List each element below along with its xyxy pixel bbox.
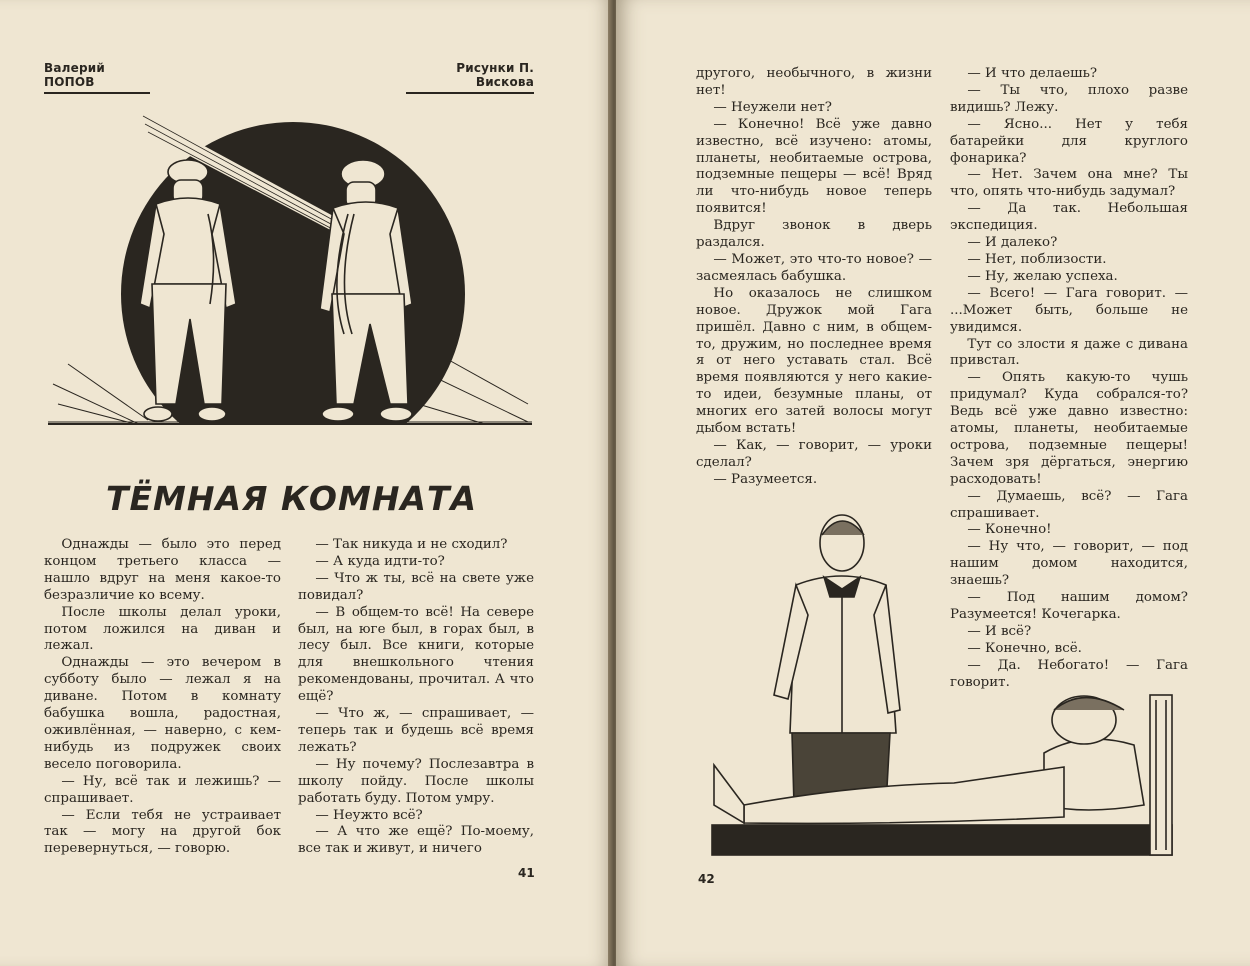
paragraph: — А что же ещё? По-моему, все так и живут, и ничего: [298, 824, 534, 857]
paragraph: Однажды — было это перед концом третьего класса — нашло вдруг на меня какое-то безразличие ко всему.: [44, 537, 281, 603]
paragraph: — Всего! — Гага говорит. — ...Может быть, больше не увидимся.: [950, 285, 1188, 335]
page-number-left: 41: [518, 866, 535, 880]
paragraph: — Да так. Небольшая экспедиция.: [950, 201, 1188, 234]
paragraph: — И что делаешь?: [967, 66, 1098, 81]
paragraph: — Ну, всё так и лежишь? — спрашивает.: [44, 773, 281, 806]
paragraph: Тут со злости я даже с дивана привстал.: [950, 336, 1188, 369]
paragraph: — Неужто всё?: [315, 807, 423, 823]
paragraph: — Думаешь, всё? — Гага спрашивает.: [950, 488, 1188, 521]
story-title: ТЁМНАЯ КОМНАТА: [106, 479, 478, 518]
paragraph: — Ну что, — говорит, — под нашим домом находится, знаешь?: [950, 539, 1188, 589]
left-col-1: [44, 537, 281, 858]
paragraph: — А куда идти-то?: [315, 553, 445, 569]
paragraph: — Что ж ты, всё на свете уже повидал?: [298, 570, 534, 603]
author-header: Валерий ПОПОВ: [44, 61, 150, 94]
paragraph: — Если тебя не устраивает так — могу на другой бок перевернуться, — говорю.: [44, 807, 281, 857]
paragraph: — Конечно!: [967, 522, 1052, 538]
paragraph: — Конечно, всё.: [967, 640, 1082, 656]
paragraph: — Нет. Зачем она мне? Ты что, опять что-нибудь задумал?: [950, 167, 1188, 200]
illustration-two-boys-flashlight: [48, 104, 532, 450]
paragraph: — Ясно... Нет у тебя батарейки для круглого фонарика?: [950, 116, 1188, 166]
right-page: [616, 0, 1250, 966]
paragraph: — Ну почему? Послезавтра в школу пойду. После школы работать буду. Потом умру.: [298, 756, 534, 806]
paragraph: — Нет, поблизости.: [967, 251, 1107, 267]
paragraph: Вдруг звонок в дверь раздался.: [696, 218, 932, 251]
paragraph: После школы делал уроки, потом ложился на диван и лежал.: [44, 604, 281, 654]
paragraph: — Ты что, плохо разве видишь? Лежу.: [950, 82, 1188, 115]
paragraph: — Ну, желаю успеха.: [967, 268, 1118, 284]
paragraph: — Что ж, — спрашивает, — теперь так и будешь всё время лежать?: [298, 706, 534, 755]
paragraph: — Разумеется.: [713, 471, 818, 487]
paragraph: — И далеко?: [967, 235, 1058, 251]
paragraph: Но оказалось не слишком новое. Дружок мой Гага пришёл. Давно с ним, в общем-то, дружим, но последнее время я от него уставать стал. Всё время появляются у него какие-то идеи, безумные планы, от многих его затей волосы могут дыбом встать!: [696, 285, 932, 437]
paragraph: — Да. Небогато! — Гага говорит.: [950, 657, 1188, 690]
paragraph: — Так никуда и не сходил?: [315, 537, 508, 552]
right-col-1: [696, 66, 932, 489]
paragraph: — Под нашим домом? Разумеется! Кочегарка.: [950, 590, 1188, 622]
paragraph: другого, необычного, в жизни нет!: [696, 66, 932, 98]
illustrator-header: Рисунки П. Вискова: [406, 61, 534, 94]
paragraph: — Может, это что-то новое? — засмеялась бабушка.: [696, 251, 932, 284]
paragraph: — В общем-то всё! На севере был, на юге был, в горах был, в лесу был. Все книги, которые для внешкольного чтения рекомендованы, прочитал. А что ещё?: [298, 604, 534, 705]
left-page: [0, 0, 612, 966]
paragraph: — Как, — говорит, — уроки сделал?: [696, 437, 932, 470]
paragraph: — Конечно! Всё уже давно известно, всё изучено: атомы, планеты, необитаемые острова, подземные пещеры — всё! Вряд ли что-нибудь новое теперь появится!: [696, 116, 932, 217]
left-col-2: [298, 537, 534, 858]
illustration-grandmother-and-boy-on-bed: [704, 505, 1194, 865]
paragraph: — И всё?: [967, 623, 1032, 639]
paragraph: — Неужели нет?: [713, 99, 832, 115]
paragraph: Однажды — это вечером в субботу было — лежал я на диване. Потом в комнату бабушка вошла, радостная, оживлённая, — наверно, с кем-нибудь из подружек своих весело поговорила.: [44, 655, 281, 772]
page-number-right: 42: [698, 872, 715, 886]
paragraph: — Опять какую-то чушь придумал? Куда собрался-то? Ведь всё уже давно известно: атомы, планеты, необитаемые острова, подземные пещеры! Зачем зря дёргаться, энергию расходовать!: [950, 370, 1188, 487]
